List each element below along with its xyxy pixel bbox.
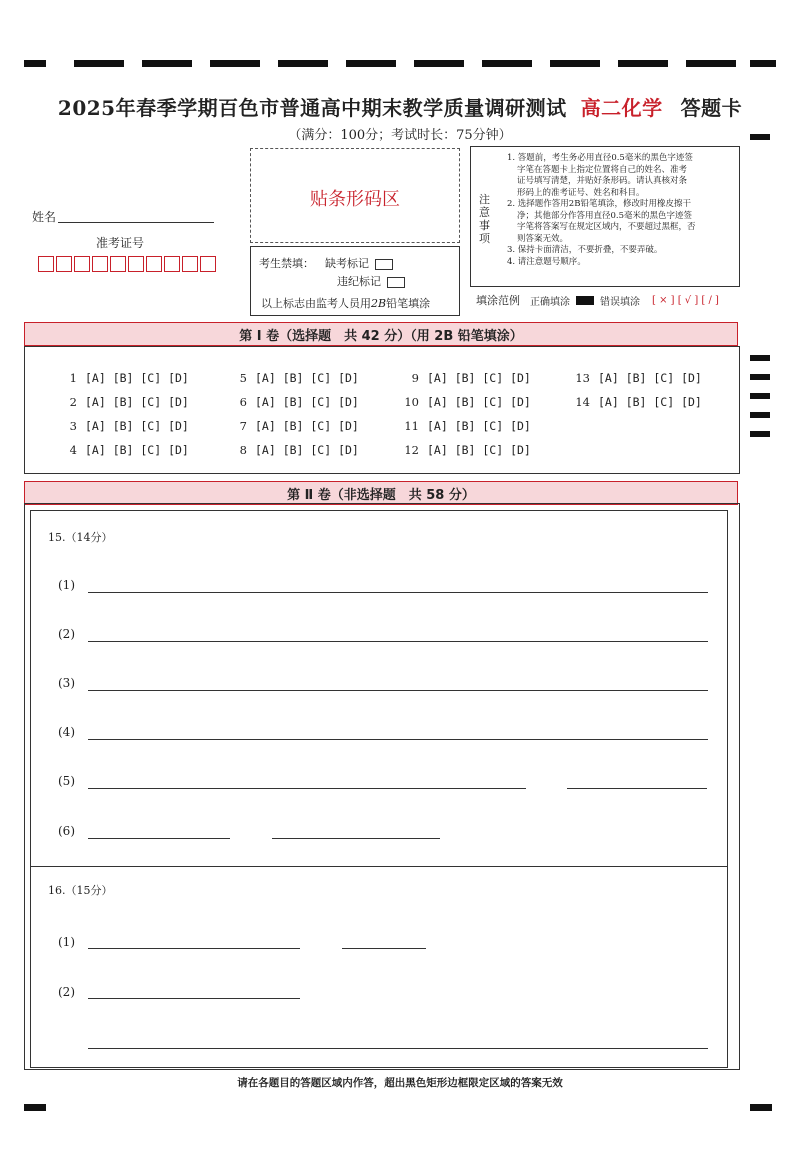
card-label: 答题卡 xyxy=(680,96,743,120)
absent-checkbox[interactable] xyxy=(375,259,393,270)
subject-title: 高二化学 xyxy=(580,96,663,120)
mc-question-12[interactable] xyxy=(397,443,531,457)
q15-answer-line[interactable] xyxy=(88,592,708,593)
note-line: 证号填写清楚，并贴好条形码。请认真核对条 xyxy=(517,176,688,186)
mc-question-number: 6 xyxy=(239,395,247,409)
timing-mark xyxy=(750,60,776,67)
mc-question-13[interactable] xyxy=(568,371,702,385)
id-cell[interactable] xyxy=(56,256,72,272)
mc-options[interactable]: [A] [B] [C] [D] xyxy=(427,419,531,433)
barcode-label: 贴条形码区 xyxy=(310,189,400,210)
id-cell[interactable] xyxy=(182,256,198,272)
mc-question-number: 7 xyxy=(239,419,247,433)
q16-answer-line[interactable] xyxy=(342,948,426,949)
notes-side-label: 注意事项 xyxy=(479,193,490,245)
timing-mark xyxy=(750,393,770,399)
q16-part-label: (2) xyxy=(58,985,75,999)
status-note: 以上标志由监考人员用2B铅笔填涂 xyxy=(261,297,431,310)
fill-example-label: 填涂范例 xyxy=(476,294,520,307)
mc-options[interactable]: [A] [B] [C] [D] xyxy=(85,395,189,409)
id-cell[interactable] xyxy=(164,256,180,272)
mc-question-number: 9 xyxy=(411,371,419,385)
mc-question-number: 12 xyxy=(404,443,419,457)
mc-question-1[interactable] xyxy=(55,371,189,385)
note-line: 2. 选择题作答用2B铅笔填涂，修改时用橡皮擦干 xyxy=(507,199,691,209)
q15-part-label: (4) xyxy=(58,725,75,739)
note-line: 净；其他部分作答用直径0.5毫米的黑色字迹签 xyxy=(517,210,693,221)
id-cell[interactable] xyxy=(110,256,126,272)
id-cell[interactable] xyxy=(200,256,216,272)
mc-question-number: 10 xyxy=(404,395,419,409)
q16-answer-line[interactable] xyxy=(88,998,300,999)
note-line: 3. 保持卡面清洁，不要折叠，不要弄破。 xyxy=(507,245,663,255)
note-line: 字笔在答题卡上指定位置将自己的姓名、准考 xyxy=(517,164,688,175)
mc-options[interactable]: [A] [B] [C] [D] xyxy=(85,443,189,457)
timing-mark xyxy=(414,60,464,67)
timing-mark xyxy=(750,431,770,437)
note-line: 则答案无效。 xyxy=(517,233,569,244)
answer-area xyxy=(30,510,728,1068)
timing-mark xyxy=(210,60,260,67)
section1-area xyxy=(24,346,740,474)
mc-question-8[interactable] xyxy=(225,443,359,457)
id-cell[interactable] xyxy=(38,256,54,272)
mc-question-number: 14 xyxy=(575,395,590,409)
mc-question-4[interactable] xyxy=(55,443,189,457)
mc-options[interactable]: [A] [B] [C] [D] xyxy=(598,395,702,409)
footer-warning: 请在各题目的答题区域内作答，超出黑色矩形边框限定区域的答案无效 xyxy=(237,1077,563,1089)
mc-options[interactable]: [A] [B] [C] [D] xyxy=(427,395,531,409)
q15-part-label: (6) xyxy=(58,824,75,838)
note-line: 字笔将答案写在规定区域内，不要超过黑框，否 xyxy=(517,222,696,232)
absent-label: 缺考标记 xyxy=(325,257,369,270)
mc-question-11[interactable] xyxy=(397,419,531,433)
name-label: 姓名 xyxy=(32,210,57,224)
mc-question-number: 4 xyxy=(69,443,77,457)
mc-question-3[interactable] xyxy=(55,419,189,433)
timing-mark xyxy=(482,60,532,67)
q15-answer-line[interactable] xyxy=(88,641,708,642)
barcode-area xyxy=(250,148,460,243)
notes-list xyxy=(507,153,733,268)
mc-options[interactable]: [A] [B] [C] [D] xyxy=(427,443,531,457)
id-label: 准考证号 xyxy=(96,236,145,250)
mc-question-number: 1 xyxy=(69,371,77,385)
mc-question-number: 8 xyxy=(239,443,247,457)
mc-options[interactable]: [A] [B] [C] [D] xyxy=(255,443,359,457)
timing-mark xyxy=(618,60,668,67)
q16-part-label: (1) xyxy=(58,935,75,949)
id-number-cells[interactable] xyxy=(38,256,216,272)
question-15-title: 15.（14分） xyxy=(48,531,113,544)
exam-subtitle: （满分：100分；考试时长：75分钟） xyxy=(288,128,512,143)
exam-title: 2025年春季学期百色市普通高中期末教学质量调研测试 xyxy=(57,96,567,120)
q15-part-label: (3) xyxy=(58,676,75,690)
q16-answer-line[interactable] xyxy=(88,948,300,949)
q15-part-label: (2) xyxy=(58,627,75,641)
page-title xyxy=(0,92,800,121)
wrong-fill-label: 错误填涂 xyxy=(600,296,640,308)
note-line: 4. 请注意题号顺序。 xyxy=(507,256,586,267)
q15-answer-line[interactable] xyxy=(567,788,707,789)
timing-mark xyxy=(750,1104,772,1111)
mc-question-number: 11 xyxy=(404,419,419,433)
q15-answer-line[interactable] xyxy=(88,739,708,740)
mc-options[interactable]: [A] [B] [C] [D] xyxy=(85,371,189,385)
timing-mark xyxy=(74,60,124,67)
mc-options[interactable]: [A] [B] [C] [D] xyxy=(255,371,359,385)
q15-part-label: (5) xyxy=(58,774,75,788)
wrong-fill-sample: [ × ] [ √ ] [ / ] xyxy=(652,294,719,306)
mc-question-number: 3 xyxy=(69,419,77,433)
q16-answer-line[interactable] xyxy=(88,1048,708,1049)
note-line: 1. 答题前，考生务必用直径0.5毫米的黑色字迹签 xyxy=(507,153,693,163)
timing-mark xyxy=(142,60,192,67)
mc-options[interactable]: [A] [B] [C] [D] xyxy=(85,419,189,433)
mc-question-2[interactable] xyxy=(55,395,189,409)
mc-question-9[interactable] xyxy=(397,371,531,385)
timing-mark xyxy=(24,1104,46,1111)
id-cell[interactable] xyxy=(128,256,144,272)
q15-part-label: (1) xyxy=(58,578,75,592)
correct-fill-sample xyxy=(576,296,594,305)
id-cell[interactable] xyxy=(146,256,162,272)
correct-fill-label: 正确填涂 xyxy=(530,296,570,308)
timing-mark xyxy=(750,412,770,418)
timing-mark xyxy=(550,60,600,67)
timing-mark xyxy=(686,60,736,67)
q15-answer-line[interactable] xyxy=(272,838,440,839)
q15-answer-line[interactable] xyxy=(88,690,708,691)
exam-status-label: 考生禁填： xyxy=(259,257,314,270)
mc-question-7[interactable] xyxy=(225,419,359,433)
question-16-title: 16.（15分） xyxy=(48,884,113,897)
timing-mark xyxy=(750,355,770,361)
mc-question-number: 5 xyxy=(239,371,247,385)
id-cell[interactable] xyxy=(74,256,90,272)
violation-label: 违纪标记 xyxy=(337,275,381,288)
notes-box xyxy=(470,146,740,287)
timing-mark xyxy=(24,60,46,67)
mc-options[interactable]: [A] [B] [C] [D] xyxy=(598,371,702,385)
mc-question-10[interactable] xyxy=(397,395,531,409)
name-field[interactable] xyxy=(58,222,214,223)
section2-header: 第 Ⅱ 卷（非选择题 共 58 分） xyxy=(24,481,738,505)
id-cell[interactable] xyxy=(92,256,108,272)
section1-header: 第 Ⅰ 卷（选择题 共 42 分）（用 2B 铅笔填涂） xyxy=(24,322,738,346)
mc-question-5[interactable] xyxy=(225,371,359,385)
mc-options[interactable]: [A] [B] [C] [D] xyxy=(255,395,359,409)
q15-answer-line[interactable] xyxy=(88,838,230,839)
timing-mark xyxy=(278,60,328,67)
mc-question-14[interactable] xyxy=(568,395,702,409)
violation-checkbox[interactable] xyxy=(387,277,405,288)
fill-example xyxy=(470,287,738,313)
mc-options[interactable]: [A] [B] [C] [D] xyxy=(427,371,531,385)
exam-status-box xyxy=(250,246,460,316)
question-divider xyxy=(31,866,727,867)
note-line: 形码上的准考证号、姓名和科目。 xyxy=(517,187,645,198)
timing-mark xyxy=(750,374,770,380)
mc-options[interactable]: [A] [B] [C] [D] xyxy=(255,419,359,433)
timing-mark xyxy=(346,60,396,67)
q15-answer-line[interactable] xyxy=(88,788,526,789)
mc-question-number: 13 xyxy=(575,371,590,385)
mc-question-number: 2 xyxy=(69,395,77,409)
mc-question-6[interactable] xyxy=(225,395,359,409)
